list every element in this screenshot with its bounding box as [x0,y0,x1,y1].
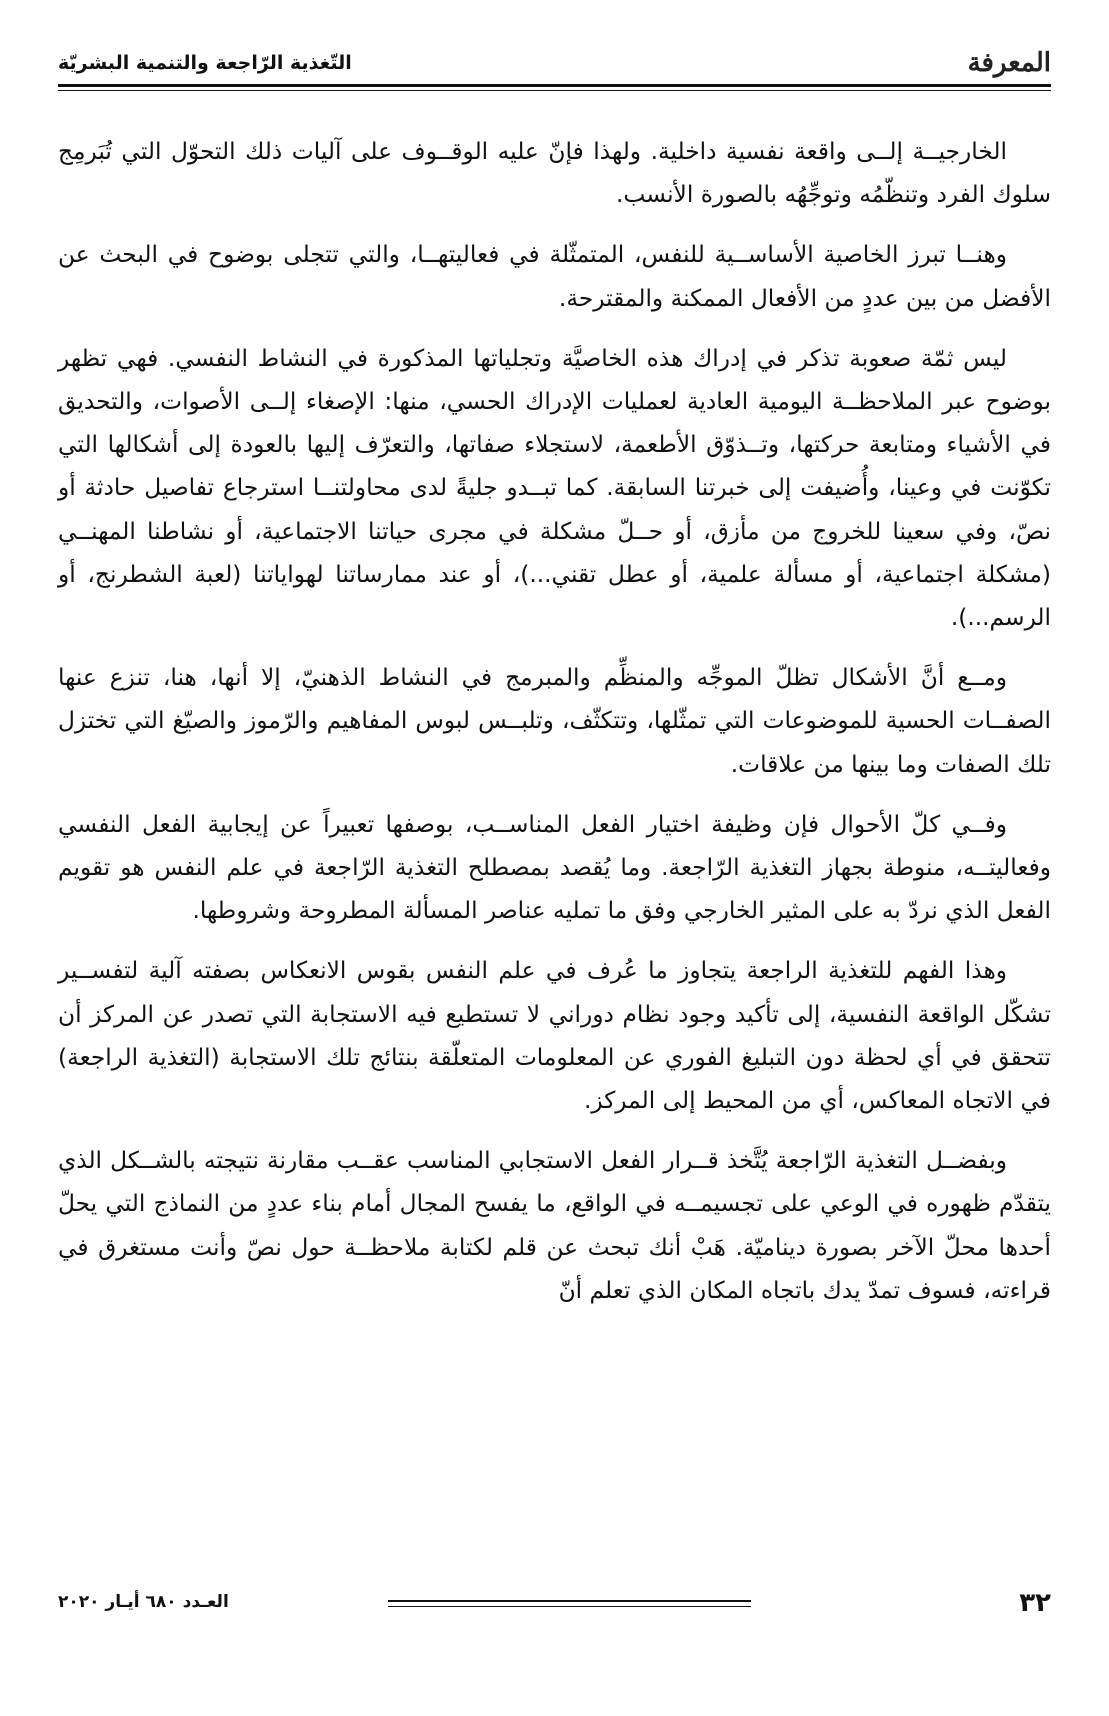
page-footer [58,1588,1051,1628]
issue-info: العـدد ٦٨٠ أيـار ٢٠٢٠ [58,1592,229,1612]
paragraph: وهذا الفهم للتغذية الراجعة يتجاوز ما عُرف في علم النفس بقوس الانعكاس بصفته آلية لتفســير تشكّل الواقعة النفسية، إلى تأكيد وجود نظام دوراني لا تستطيع فيه الاستجابة التي تصدر عن المركز أن تتحقق في أي لحظة دون التبليغ الفوري عن المعلومات المتعلّقة بنتائج تلك الاستجابة (التغذية الراجعة) في الاتجاه المعاكس، أي من المحيط إلى المركز. [58,957,1051,1115]
running-title: التّغذية الرّاجعة والتنمية البشريّة [58,52,352,74]
page-header [58,44,1051,88]
header-rule-thin [58,90,1051,91]
magazine-logo: المعرفة [967,48,1051,78]
footer-rule [388,1600,751,1602]
paragraph: وهنــا تبرز الخاصية الأساســية للنفس، المتمثّلة في فعاليتهــا، والتي تتجلى بوضوح في البحث عن الأفضل من بين عددٍ من الأفعال الممكنة والمقترحة. [58,241,1051,312]
paragraph: ومــع أنَّ الأشكال تظلّ الموجِّه والمنظِّم والمبرمج في النشاط الذهنيّ، إلا أنها، هنا، تنزع عنها الصفــات الحسية للموضوعات التي تمثّلها، وتتكثّف، وتلبــس لبوس المفاهيم والرّموز والصيّغ التي تختزل تلك الصفات وما بينها من علاقات. [58,664,1051,778]
paragraph: وفــي كلّ الأحوال فإن وظيفة اختيار الفعل المناســب، بوصفها تعبيراً عن إيجابية الفعل النفسي وفعاليتــه، منوطة بجهاز التغذية الرّاجعة. وما يُقصد بمصطلح التغذية الرّاجعة في علم النفس هو تقويم الفعل الذي نردّ به على المثير الخارجي وفق ما تمليه عناصر المسألة المطروحة وشروطها. [58,810,1051,925]
footer-rule-thin [388,1606,751,1607]
paragraph: ليس ثمّة صعوبة تذكر في إدراك هذه الخاصيَّة وتجلياتها المذكورة في النشاط النفسي. فهي تظهر بوضوح عبر الملاحظــة اليومية العادية لعمليات الإدراك الحسي، منها: الإصغاء إلــى الأصوات، والتحديق في الأشياء ومتابعة حركتها، وتــذوّق الأطعمة، لاستجلاء صفاتها، والتعرّف إليها بالعودة إلى أشكالها التي تكوّنت في وعينا، وأُضيفت إلى خبرتنا السابقة. كما تبــدو جليةً لدى محاولتنــا استرجاع تفاصيل حادثة أو نصّ، وفي سعينا للخروج من مأزق، أو حــلّ مشكلة في مجرى حياتنا الاجتماعية، أو نشاطنا المهنــي (مشكلة اجتماعية، أو مسألة علمية، أو عطل تقني...)، أو عند ممارساتنا لهواياتنا (لعبة الشطرنج، أو الرسم...). [58,344,1051,632]
article-body [58,130,1051,1541]
paragraph: وبفضــل التغذية الرّاجعة يُتَّخذ قــرار الفعل الاستجابي المناسب عقــب مقارنة نتيجته بالشــكل الذي يتقدّم ظهوره في الوعي على تجسيمــه في الواقع، ما يفسح المجال أمام بناء عددٍ من النماذج التي يحلّ أحدها محلّ الآخر بصورة ديناميّة. هَبْ أنك تبحث عن قلم لكتابة ملاحظــة حول نصّ وأنت مستغرق في قراءته، فسوف تمدّ يدك باتجاه المكان الذي تعلم أنّ [58,1147,1051,1304]
paragraph: الخارجيــة إلــى واقعة نفسية داخلية. ولهذا فإنّ عليه الوقــوف على آليات ذلك التحوّل التي تُبَرمِج سلوك الفرد وتنظّمُه وتوجِّهُه بالصورة الأنسب. [58,138,1051,209]
header-rule [58,84,1051,87]
page-number: ٣٢ [1019,1588,1051,1618]
